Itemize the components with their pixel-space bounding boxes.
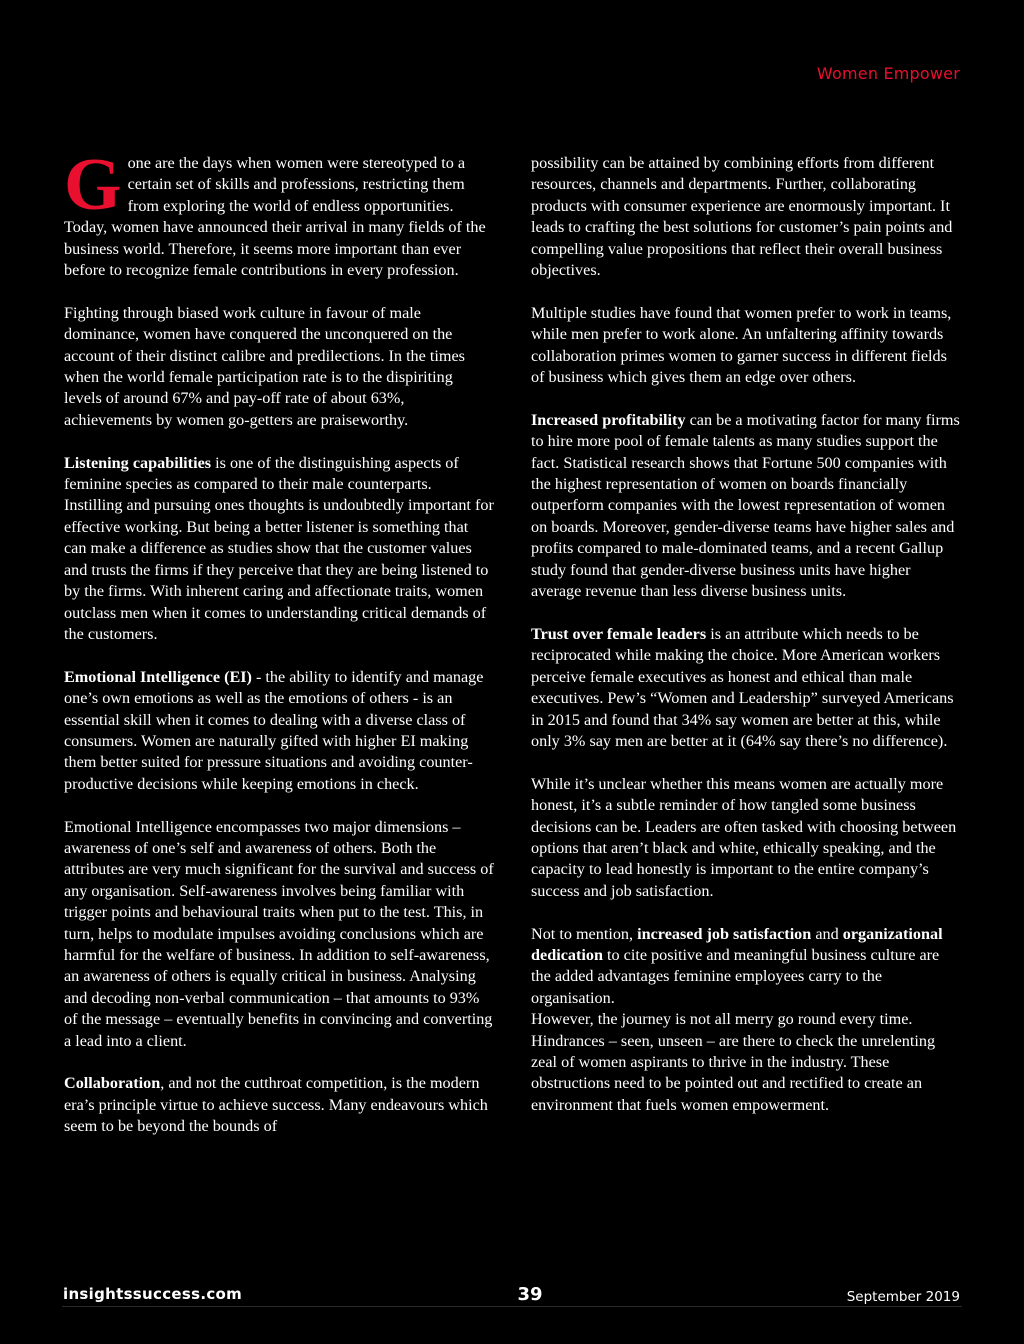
article-column-right [531,153,961,1116]
paragraph-listening [64,453,494,646]
paragraph-ei [64,667,494,795]
paragraph-text: can be a motivating factor for many firms to hire more pool of female talents as many studies support the fact. Statistical research shows that Fortune 500 companies with the highest representation of women on boards financially outperform companies with the lowest representation of women on boards. Moreover, gender-diverse teams have higher sales and profits compared to male-dominated teams, and a recent Gallup study found that gender-diverse business units have higher average revenue than less diverse business units. [531,410,960,601]
paragraph-text: - the ability to identify and manage one’s own emotions as well as the emotions of others - is an essential skill when it comes to dealing with a diverse class of consumers. Women are naturally gifted with higher EI making them better suited for pressure situations and avoiding counter-productive decisions while keeping emotions in check. [64,667,484,793]
drop-cap: G [64,144,122,226]
paragraph-profitability [531,410,961,603]
paragraph-intro [64,144,494,281]
section-tag: Women Empower [816,64,960,83]
paragraph: Emotional Intelligence encompasses two major dimensions – awareness of one’s self and awareness of others. Both the attributes are very much significant for the survival and success of any organisation. Self-awareness involves being familiar with trigger points and behavioural traits when put to the test. This, in turn, helps to modulate impulses avoiding conclusions which are harmful for the welfare of business. In addition to self-awareness, an awareness of others is equally critical in business. Analysing and decoding non-verbal communication – that amounts to 93% of the message – eventually benefits in convincing and converting a lead into a client. [64,817,494,1050]
paragraph-conclusion: However, the journey is not all merry go round every time. Hindrances – seen, unseen – are there to check the unrelenting zeal of women aspirants to thrive in the industry. These obstructions need to be pointed out and rectified to create an environment that fuels women empowerment. [531,1010,936,1114]
paragraph-satisfaction [531,924,961,1010]
paragraph-text: Not to mention, [531,924,638,943]
paragraph: Fighting through biased work culture in favour of male dominance, women have conquered the unconquered on the account of their distinct calibre and predilections. In the times when the world female participation rate is to the dispiriting levels of around 67% and pay-off rate of about 63%, achievements by women go-getters are praiseworthy. [64,303,465,429]
paragraph-text: , and not the cutthroat competition, is the modern era’s principle virtue to achieve success. Many endeavours which seem to be beyond the bounds of [64,1074,488,1136]
paragraph-text: one are the days when women were stereotyped to a certain set of skills and professions, restricting them from exploring the world of endless opportunities. Today, women have announced their arrival in many fields of the business world. Therefore, it seems more important than ever before to recognize female contributions in every profession. [64,154,486,280]
paragraph-heading: increased job satisfaction [637,924,812,943]
issue-date: September 2019 [846,1289,960,1305]
paragraph: Multiple studies have found that women prefer to work in teams, while men prefer to work alone. An unfaltering affinity towards collaboration primes women to garner success in different fields of business which gives them an edge over others. [531,303,952,387]
paragraph-trust [531,624,961,752]
paragraph-text: to cite positive and meaningful business culture are the added advantages feminine employees carry to the organisation. [531,945,940,1007]
paragraph-heading: Collaboration [64,1074,161,1093]
article-column-left [64,144,494,1138]
paragraph: While it’s unclear whether this means women are actually more honest, it’s a subtle reminder of how tangled some business decisions can be. Leaders are often tasked with choosing between options that aren’t black and white, ethically speaking, and the capacity to lead honestly is important to the entire company’s success and job satisfaction. [531,774,957,900]
paragraph-collaboration [64,1073,494,1137]
paragraph-heading: organizational dedication [531,924,943,964]
page-number: 39 [517,1284,543,1305]
paragraph-text: is one of the distinguishing aspects of feminine species as compared to their male counterparts. Instilling and pursuing ones thoughts is undoubtedly important for effective working. But being a better listener is something that can make a difference as studies show that the customer values and trusts the firms if they perceive that they are being listened to by the firms. With inherent caring and affectionate traits, women outclass men when it comes to understanding critical demands of the customers. [64,453,494,643]
paragraph-heading: Increased profitability [531,410,686,429]
paragraph-heading: Trust over female leaders [531,624,707,643]
footer-divider [62,1306,962,1307]
paragraph-heading: Listening capabilities [64,453,212,472]
footer-website: insightssuccess.com [63,1285,243,1303]
paragraph-text: and [811,924,843,943]
paragraph: possibility can be attained by combining efforts from different resources, channels and departments. Further, collaborating products with consumer experience are enormously important. It leads to crafting the best solutions for customer’s pain points and compelling value propositions that reflect their overall business objectives. [531,154,953,280]
paragraph-text: is an attribute which needs to be reciprocated while making the choice. More American workers perceive female executives as honest and ethical than male executives. Pew’s “Women and Leadership” surveyed Americans in 2015 and found that 34% say women are better at this, while only 3% say men are better at it (64% say there’s no difference). [531,624,954,750]
paragraph-heading: Emotional Intelligence (EI) [64,667,252,686]
